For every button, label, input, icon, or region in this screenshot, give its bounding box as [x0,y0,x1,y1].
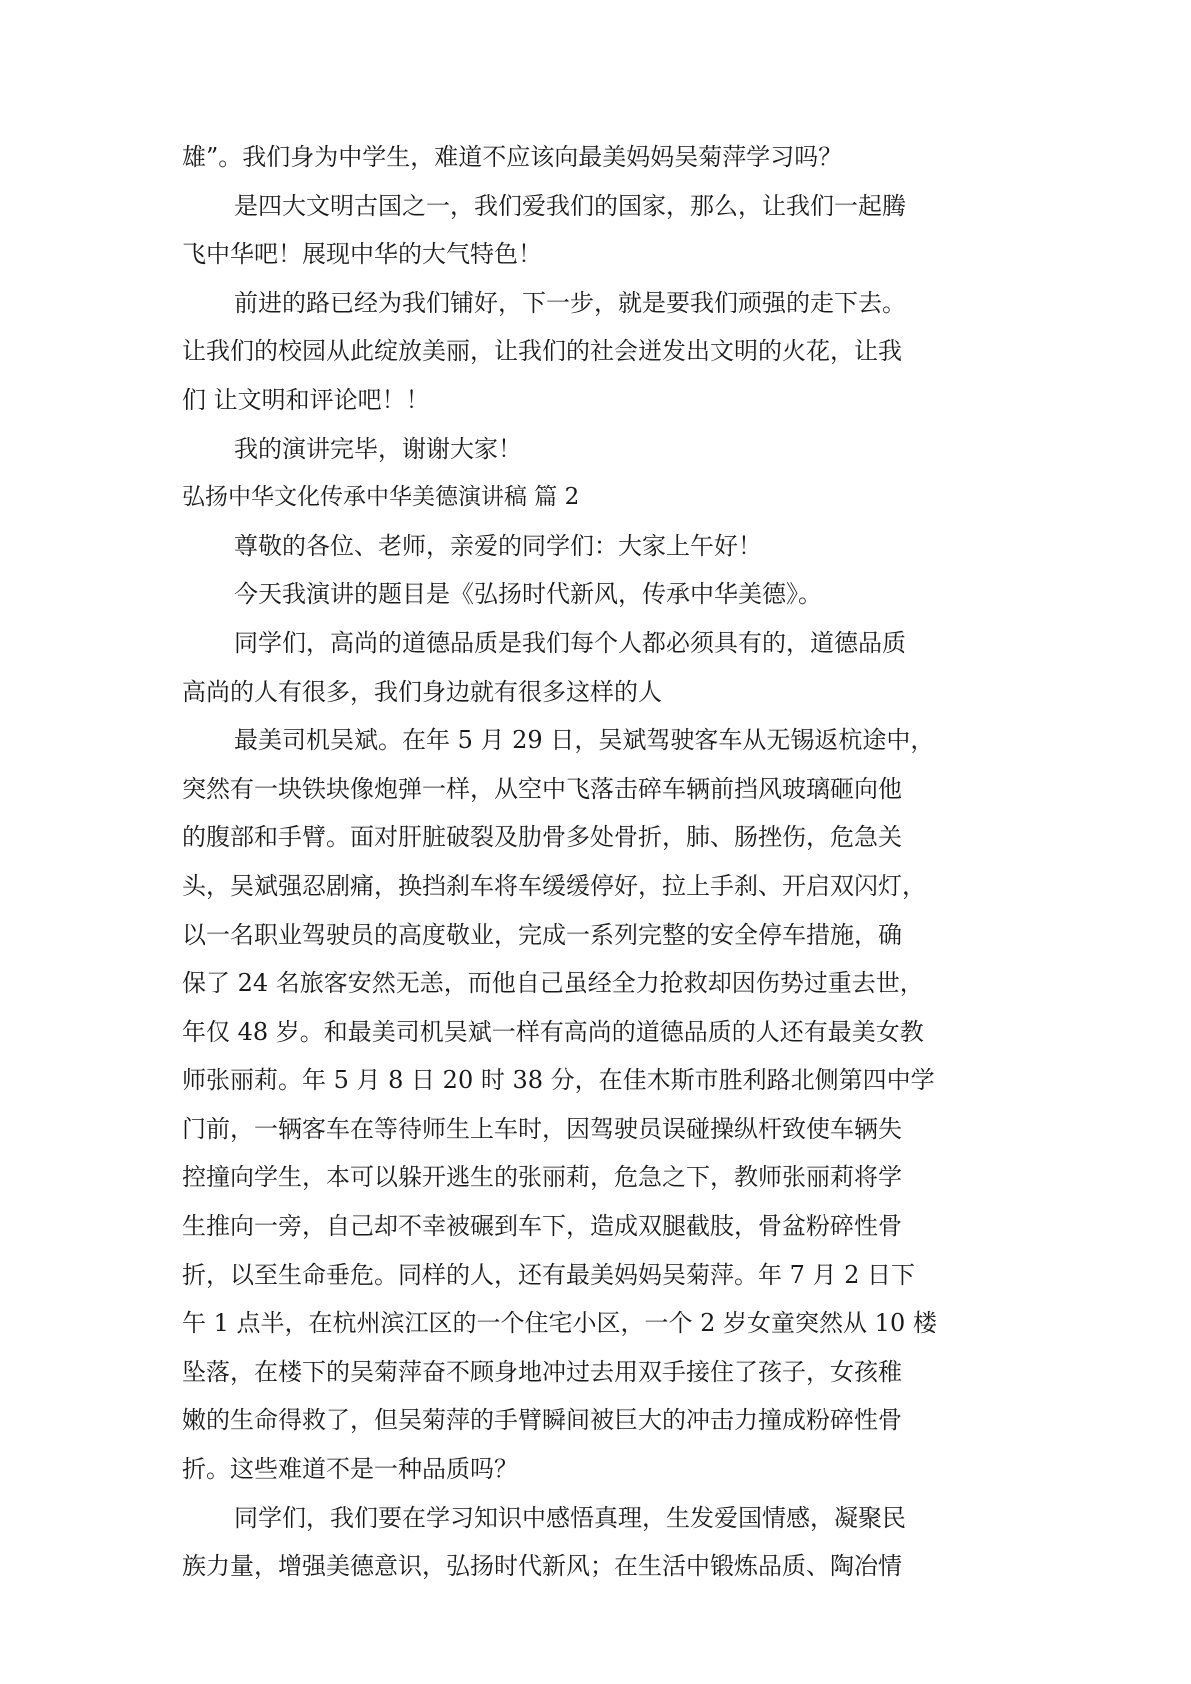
text-line: 高尚的人有很多，我们身边就有很多这样的人 [182,677,662,706]
text-line: 们 让文明和评论吧！！ [182,385,430,414]
text-line: 年仅 48 岁。和最美司机吴斌一样有高尚的道德品质的人还有最美女教 [182,1017,924,1046]
text-line: 族力量，增强美德意识，弘扬时代新风；在生活中锻炼品质、陶冶情 [182,1552,902,1581]
text-line: 生推向一旁，自己却不幸被碾到车下，造成双腿截肢，骨盆粉碎性骨 [182,1212,902,1241]
text-line: 保了 24 名旅客安然无恙，而他自己虽经全力抢救却因伤势过重去世， [182,969,924,998]
text-line: 折。这些难道不是一种品质吗？ [182,1455,518,1484]
text-line: 最美司机吴斌。在年 5 月 29 日，吴斌驾驶客车从无锡返杭途中， [234,726,935,755]
text-line: 飞中华吧！展现中华的大气特色！ [182,240,542,269]
text-line: 头，吴斌强忍剧痛，换挡刹车将车缓缓停好，拉上手刹、开启双闪灯， [182,871,926,900]
text-line: 折，以至生命垂危。同样的人，还有最美妈妈吴菊萍。年 7 月 2 日下 [182,1260,916,1289]
text-line: 同学们，我们要在学习知识中感悟真理，生发爱国情感，凝聚民 [234,1503,906,1532]
document-body [182,133,1012,1591]
text-line: 是四大文明古国之一，我们爱我们的国家，那么，让我们一起腾 [234,191,906,220]
text-line: 前进的路已经为我们铺好，下一步，就是要我们顽强的走下去。 [234,288,906,317]
section-heading: 弘扬中华文化传承中华美德演讲稿 篇 2 [182,484,580,511]
text-line: 突然有一块铁块像炮弹一样，从空中飞落击碎车辆前挡风玻璃砸向他 [182,774,902,803]
text-line: 同学们，高尚的道德品质是我们每个人都必须具有的，道德品质 [234,628,906,657]
text-line: 尊敬的各位、老师，亲爱的同学们：大家上午好！ [234,531,762,560]
text-line: 坠落，在楼下的吴菊萍奋不顾身地冲过去用双手接住了孩子，女孩稚 [182,1357,902,1386]
text-line: 控撞向学生，本可以躲开逃生的张丽莉，危急之下，教师张丽莉将学 [182,1163,902,1192]
text-line: 以一名职业驾驶员的高度敬业，完成一系列完整的安全停车措施，确 [182,920,902,949]
text-line: 雄”。我们身为中学生，难道不应该向最美妈妈吴菊萍学习吗？ [182,143,843,171]
text-line: 嫩的生命得救了，但吴菊萍的手臂瞬间被巨大的冲击力撞成粉碎性骨 [182,1406,902,1435]
text-line: 师张丽莉。年 5 月 8 日 20 时 38 分，在佳木斯市胜利路北侧第四中学 [182,1066,935,1095]
text-line: 我的演讲完毕，谢谢大家！ [234,434,522,463]
text-line: 的腹部和手臂。面对肝脏破裂及肋骨多处骨折，肺、肠挫伤，危急关 [182,823,902,852]
text-line: 让我们的校园从此绽放美丽，让我们的社会迸发出文明的火花，让我 [182,337,902,366]
text-line: 午 1 点半，在杭州滨江区的一个住宅小区，一个 2 岁女童突然从 10 楼 [182,1309,937,1338]
text-line: 门前，一辆客车在等待师生上车时，因驾驶员误碰操纵杆致使车辆失 [182,1114,902,1143]
text-line: 今天我演讲的题目是《弘扬时代新风，传承中华美德》。 [234,580,822,609]
